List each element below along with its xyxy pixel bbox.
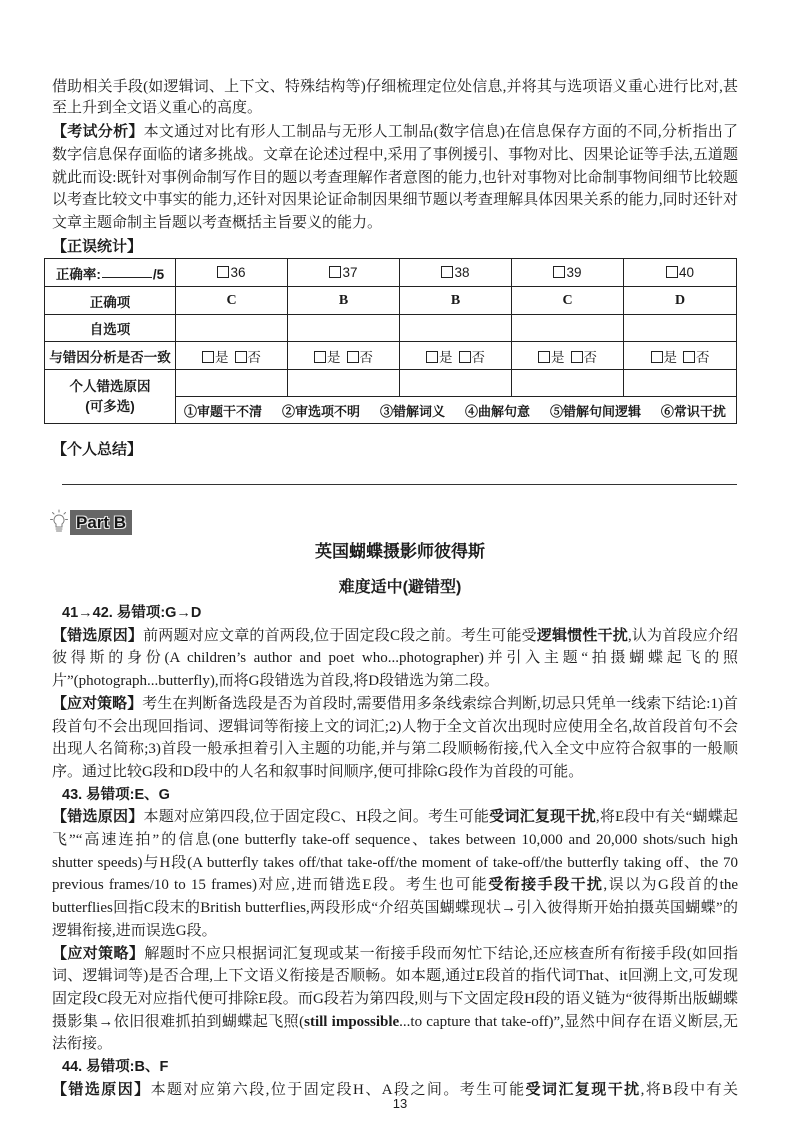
- part-b-analysis: [52, 602, 738, 1101]
- reason-label: 个人错选原因: [69, 378, 151, 394]
- yes-no-cell: [176, 342, 288, 370]
- emphasis-text: 受词汇复现干扰: [489, 808, 596, 826]
- paragraph-text: 前两题对应文章的首两段,位于固定段C段之前。考生可能受: [143, 627, 537, 644]
- correct-answer: B: [288, 287, 400, 315]
- checkbox-icon: [683, 351, 695, 363]
- reason-note: (可多选): [85, 398, 135, 414]
- own-choice-label: 自选项: [45, 315, 176, 342]
- table-row-own-choice: [45, 315, 737, 342]
- exam-analysis-text: 本文通过对比有形人工制品与无形人工制品(数字信息)在信息保存方面的不同,分析指出了数字信息保存面临的诸多挑战。文章在论述过程中,采用了事例援引、事物对比、因果论证等手法,五道题就此而设:既针对事例命制写作目的题以考查理解作者意图的能力,也针对事物对比命制事物间细节比较题以考查比较文中事实的能力,还针对因果论证命制因果细节题以考查理解具体因果关系的能力,同时还针对文章主题命制主旨题以考查概括主旨要义的能力。: [52, 124, 738, 231]
- emphasis-text: 受衔接手段干扰: [488, 876, 604, 894]
- checkbox-icon: [314, 351, 326, 363]
- checkbox-icon: [538, 351, 550, 363]
- reason-cell: [512, 370, 624, 397]
- yes-no-cell: [624, 342, 737, 370]
- checkbox-icon: [202, 351, 214, 363]
- no-label: 否: [471, 349, 485, 365]
- passage-title: 英国蝴蝶摄影师彼得斯: [315, 542, 485, 561]
- reason-cell: [176, 370, 288, 397]
- question-number: 39: [566, 265, 582, 280]
- reasons-list: [176, 401, 736, 420]
- checkbox-icon: [235, 351, 247, 363]
- yes-no-cell: [512, 342, 624, 370]
- no-option: [571, 350, 598, 365]
- lightbulb-icon: [50, 509, 68, 535]
- own-choice-cell: [512, 315, 624, 342]
- paragraph-text: 考生在判断备选段是否为首段时,需要借用多条线索综合判断,切忌只凭单一线索下结论:1)首段首句不会出现回指词、逻辑词等衔接上文的词汇;2)人物于全文首次出现时应使用全名,故首段首句不会出现人名简称;3)首段一般承担着引入主题的功能,并与第二段顺畅衔接,代入全文中应符合叙事的一般顺序。通过比较G段和D段中的人名和叙事时间顺序,便可排除G段作为首段的可能。: [52, 695, 738, 780]
- wrong-reason-paragraph: [52, 625, 738, 693]
- yes-label: 是: [551, 349, 565, 365]
- checkbox-icon: [666, 266, 678, 278]
- summary-writing-line: [62, 484, 737, 485]
- correct-answer: C: [512, 287, 624, 315]
- paragraph-text: ...to capture that take-off)”,显然中间存在语义断层,无法衔接。: [52, 1013, 738, 1053]
- part-b-label: Part B: [70, 510, 132, 535]
- reason-label-cell: [45, 370, 176, 424]
- paragraph-text: ,将B段中有关: [640, 1081, 738, 1098]
- reason-item: ③错解词义: [379, 403, 445, 419]
- no-option: [459, 350, 486, 365]
- strategy-paragraph: [52, 693, 738, 784]
- paragraph-text: ,误以为G段首的the butterflies回指C段末的British butterflies,两段形成“介绍英国蝴蝶现状→引入彼得斯开始拍摄英国蝴蝶”的逻辑衔接,进而误选G段。: [52, 877, 738, 939]
- checkbox-icon: [553, 266, 565, 278]
- own-choice-cell: [400, 315, 512, 342]
- section-label: 【应对策略】: [52, 944, 145, 962]
- stats-label: 【正误统计】: [52, 238, 143, 255]
- summary-label: 【个人总结】: [52, 441, 143, 458]
- question-number: 36: [230, 265, 246, 280]
- emphasis-text: 受词汇复现干扰: [525, 1080, 641, 1098]
- paragraph-text: 本题对应第六段,位于固定段H、A段之间。考生可能: [150, 1081, 526, 1098]
- blank-line: [102, 267, 152, 278]
- checkbox-icon: [459, 351, 471, 363]
- reason-item: ①审题干不清: [184, 403, 263, 419]
- question-cell: [400, 259, 512, 287]
- no-label: 否: [359, 349, 373, 365]
- correct-answer: D: [624, 287, 737, 315]
- no-label: 否: [583, 349, 597, 365]
- own-choice-cell: [288, 315, 400, 342]
- emphasis-text: still impossible: [304, 1013, 400, 1030]
- exam-analysis-paragraph: [52, 121, 738, 235]
- no-label: 否: [696, 349, 710, 365]
- question-cell: [176, 259, 288, 287]
- reason-item: ④曲解句意: [464, 403, 530, 419]
- checkbox-icon: [217, 266, 229, 278]
- consistency-label: 与错因分析是否一致: [45, 342, 176, 370]
- checkbox-icon: [329, 266, 341, 278]
- emphasis-text: 逻辑惯性干扰: [536, 626, 628, 644]
- checkbox-icon: [347, 351, 359, 363]
- no-option: [683, 350, 710, 365]
- checkbox-icon: [441, 266, 453, 278]
- correct-label: 正确项: [45, 287, 176, 315]
- question-heading: 41→42. 易错项:G→D: [62, 605, 202, 621]
- reason-item: ②审选项不明: [281, 403, 360, 419]
- question-heading: 43. 易错项:E、G: [62, 786, 170, 803]
- question-cell: [512, 259, 624, 287]
- reasons-list-cell: [176, 397, 737, 424]
- table-row-correct: [45, 287, 737, 315]
- checkbox-icon: [426, 351, 438, 363]
- reason-item: ⑥常识干扰: [660, 403, 726, 419]
- no-label: 否: [247, 349, 261, 365]
- strategy-paragraph: [52, 943, 738, 1057]
- yes-no-cell: [288, 342, 400, 370]
- section-label: 【错选原因】: [52, 808, 144, 826]
- intro-paragraph: 借助相关手段(如逻辑词、上下文、特殊结构等)仔细梳理定位处信息,并将其与选项语义重心进行比对,甚至上升到全文语义重心的高度。: [52, 79, 738, 116]
- paragraph-text: ,认为首段应介绍彼得斯的身份(A children’s author and poet who...photographer)并引入主题“拍摄蝴蝶起飞的照片”(photograph...butterfly),而将G段错选为首段,将D段错选为第二段。: [52, 627, 738, 690]
- accuracy-stats-table: [44, 258, 737, 424]
- yes-label: 是: [439, 349, 453, 365]
- section-label: 【应对策略】: [52, 694, 143, 712]
- accuracy-total: /5: [152, 266, 165, 282]
- accuracy-cell: [45, 259, 176, 287]
- checkbox-icon: [651, 351, 663, 363]
- paragraph-text: ,将E段中有关“蝴蝶起飞”“高速连拍”的信息(one butterfly take-off sequence、takes between 10,000 and 20,000 shots/such high shutter speeds)与H段(A butterfly takes off/that take-off/the moment of take-off/the butterfly taking off、the 70 previous frames/10 to 15 frames)对应,进而错选E段。考生也可能: [52, 809, 738, 894]
- yes-option: [651, 350, 678, 365]
- exam-analysis-label: 【考试分析】: [52, 123, 144, 140]
- question-number: 37: [342, 265, 358, 280]
- yes-no-cell: [400, 342, 512, 370]
- yes-option: [538, 350, 565, 365]
- yes-option: [202, 350, 229, 365]
- accuracy-label: 正确率:: [55, 266, 101, 282]
- paragraph-text: 本题对应第四段,位于固定段C、H段之间。考生可能: [143, 809, 490, 826]
- question-number: 38: [454, 265, 470, 280]
- section-label: 【错选原因】: [52, 1080, 151, 1098]
- table-row-questions: [45, 259, 737, 287]
- yes-option: [426, 350, 453, 365]
- part-b-badge: [50, 508, 132, 536]
- question-cell: [624, 259, 737, 287]
- question-heading: 44. 易错项:B、F: [62, 1059, 169, 1076]
- section-label: 【错选原因】: [52, 626, 144, 644]
- paragraph-text: 解题时不应只根据词汇复现或某一衔接手段而匆忙下结论,还应核查所有衔接手段(如回指词、逻辑词等)是否合理,上下文语义衔接是否顺畅。如本题,通过E段首的指代词That、it回溯上文,可发现固定段C段无对应指代便可排除E段。而G段若为第四段,则与下文固定段H段的语义链为“彼得斯出版蝴蝶摄影集→依旧很难抓拍到蝴蝶起飞照(: [52, 945, 738, 1030]
- page-number: 13: [392, 1096, 408, 1111]
- own-choice-cell: [624, 315, 737, 342]
- yes-label: 是: [215, 349, 229, 365]
- own-choice-cell: [176, 315, 288, 342]
- question-cell: [288, 259, 400, 287]
- no-option: [347, 350, 374, 365]
- yes-label: 是: [663, 349, 677, 365]
- correct-answer: C: [176, 287, 288, 315]
- table-row-reasons-blank: [45, 370, 737, 397]
- wrong-reason-paragraph: [52, 806, 738, 942]
- reason-cell: [624, 370, 737, 397]
- no-option: [235, 350, 262, 365]
- yes-option: [314, 350, 341, 365]
- reason-cell: [400, 370, 512, 397]
- difficulty-label: 难度适中(避错型): [338, 579, 462, 596]
- question-number: 40: [678, 265, 695, 280]
- correct-answer: B: [400, 287, 512, 315]
- yes-label: 是: [327, 349, 341, 365]
- table-row-consistency: [45, 342, 737, 370]
- checkbox-icon: [571, 351, 583, 363]
- reason-cell: [288, 370, 400, 397]
- reason-item: ⑤错解句间逻辑: [549, 403, 641, 419]
